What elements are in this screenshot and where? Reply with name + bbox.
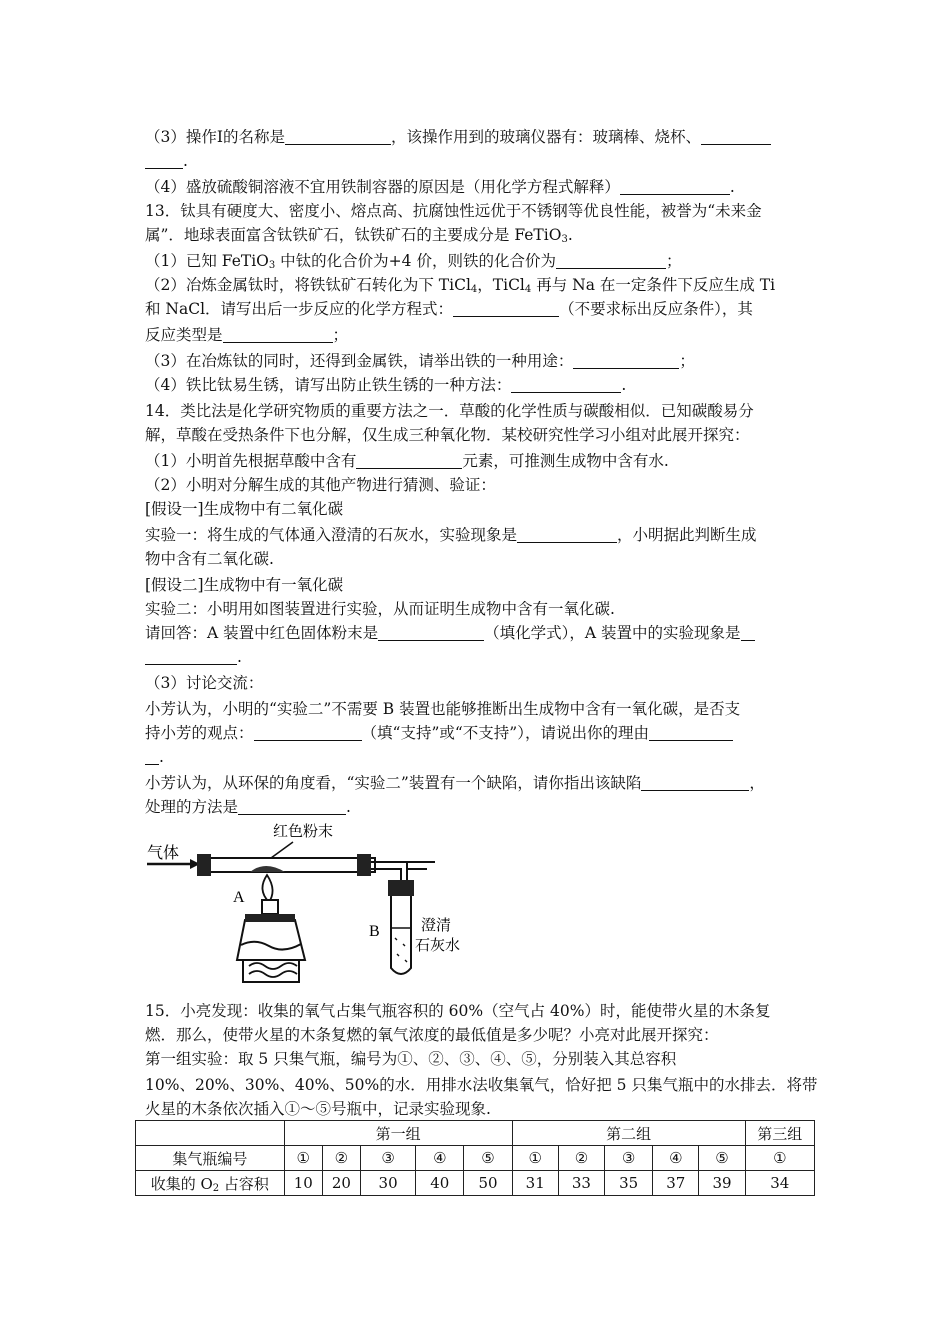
punct: ， (749, 774, 765, 792)
reaction-tube (197, 854, 397, 876)
q15-stem-line5: 火星的木条依次插入①～⑤号瓶中，记录实验现象. (145, 1100, 491, 1118)
subscript: 2 (212, 1182, 220, 1194)
q14-hypothesis2: [假设二]生成物中有一氧化碳 (145, 576, 344, 594)
answer-blank[interactable] (285, 128, 391, 145)
text: ，TiCl (477, 276, 525, 294)
text: 中钛的化合价为+4 价，则铁的化合价为 (275, 252, 556, 270)
group2-header: 第二组 (512, 1121, 745, 1146)
q14-stem-line1: 14．类比法是化学研究物质的重要方法之一．草酸的化学性质与碳酸相似．已知碳酸易分 (145, 402, 754, 420)
table-cell: ④ (416, 1146, 464, 1171)
punct: ； (665, 252, 682, 270)
text: 属”．地球表面富含钛铁矿石，钛铁矿石的主要成分是 FeTiO (145, 226, 562, 244)
q14-discussion-line2 (145, 722, 733, 744)
q13-part2-line1 (145, 274, 775, 301)
answer-blank[interactable] (145, 748, 159, 765)
apparatus-b-label: B (369, 923, 380, 940)
table-cell: ③ (605, 1146, 653, 1171)
apparatus-figure (145, 820, 465, 985)
q14-experiment2: 实验二：小明用如图装置进行实验，从而证明生成物中含有一氧化碳. (145, 600, 615, 618)
text: （4）铁比钛易生锈，请写出防止铁生锈的一种方法： (145, 376, 512, 394)
table-cell: 35 (605, 1171, 653, 1196)
text: 持小芳的观点： (145, 724, 254, 742)
table-cell: ② (558, 1146, 604, 1171)
table-cell: ① (512, 1146, 558, 1171)
answer-blank[interactable] (741, 624, 755, 641)
q12-part3 (145, 126, 771, 148)
q15-stem-line2: 燃．那么，使带火星的木条复燃的氧气浓度的最低值是多少呢？小亮对此展开探究： (145, 1026, 719, 1044)
q14-part1 (145, 450, 669, 472)
text: 实验一：将生成的气体通入澄清的石灰水，实验现象是 (145, 526, 518, 544)
punct: . (729, 178, 735, 196)
table-cell: 31 (512, 1171, 558, 1196)
q14-experiment1-cont: 物中含有二氧化碳. (145, 550, 274, 568)
table-cell: 33 (558, 1171, 604, 1196)
q13-stem-line2 (145, 224, 573, 251)
punct: . (237, 648, 242, 666)
q13-stem-line1: 13．钛具有硬度大、密度小、熔点高、抗腐蚀性远优于不锈钢等优良性能，被誉为“未来金 (145, 202, 762, 220)
table-cell: 10 (284, 1171, 322, 1196)
answer-blank[interactable] (701, 128, 771, 145)
q14-discussion-line3 (145, 772, 765, 794)
answer-blank[interactable] (238, 798, 346, 815)
table-cell: ① (284, 1146, 322, 1171)
q13-part2-line2 (145, 298, 753, 320)
q14-answer-prompt (145, 622, 755, 644)
table-cell: ① (745, 1146, 814, 1171)
subscript: 4 (524, 284, 532, 295)
table-row (136, 1171, 815, 1196)
answer-blank[interactable] (254, 724, 362, 741)
oxygen-data-table (135, 1120, 815, 1196)
table-cell: 34 (745, 1171, 814, 1196)
punct: . (621, 376, 627, 394)
q12-part4 (145, 176, 735, 198)
text: （1）小明首先根据草酸中含有 (145, 452, 357, 470)
text: 元素，可推测生成物中含有水. (462, 452, 669, 470)
text: 和 NaCl．请写出后一步反应的化学方程式： (145, 300, 454, 318)
answer-blank[interactable] (145, 152, 183, 169)
q14-part3: （3）讨论交流： (145, 674, 264, 692)
text: 再与 Na 在一定条件下反应生成 Ti (531, 276, 776, 294)
answer-blank[interactable] (511, 376, 621, 393)
q13-part1 (145, 250, 681, 277)
answer-blank[interactable] (620, 178, 730, 195)
q14-discussion-line2-cont (145, 746, 164, 768)
q14-hypothesis1: [假设一]生成物中有二氧化碳 (145, 500, 344, 518)
row-label-o2-volume (136, 1171, 285, 1196)
q12-p3-text: （3）操作Ⅰ的名称是 (145, 128, 285, 146)
alcohol-lamp (237, 875, 305, 982)
table-cell: 39 (699, 1171, 745, 1196)
text: 收集的 O (150, 1174, 213, 1193)
table-corner-cell (136, 1121, 285, 1146)
q13-part3 (145, 350, 695, 372)
q13-part4 (145, 374, 626, 396)
text: ，小明据此判断生成 (617, 526, 757, 544)
answer-blank[interactable] (556, 252, 666, 269)
answer-blank[interactable] (453, 300, 559, 317)
gas-label: 气体 (147, 843, 180, 862)
punct: . (346, 798, 351, 816)
table-cell: ② (322, 1146, 360, 1171)
row-label-bottle-id: 集气瓶编号 (136, 1146, 285, 1171)
table-cell: ⑤ (699, 1146, 745, 1171)
text: 反应类型是 (145, 326, 223, 344)
q12-p4-text: （4）盛放硫酸铜溶液不宜用铁制容器的原因是（用化学方程式解释） (145, 178, 620, 196)
text: （1）已知 FeTiO (145, 252, 269, 270)
text: 处理的方法是 (145, 798, 239, 816)
answer-blank[interactable] (573, 352, 679, 369)
punct: . (183, 152, 188, 170)
group3-header: 第三组 (745, 1121, 814, 1146)
answer-blank[interactable] (356, 452, 462, 469)
q15-stem-line1: 15．小亮发现：收集的氧气占集气瓶容积的 60%（空气占 40%）时，能使带火星的木条复 (145, 1002, 771, 1020)
q12-part3-cont (145, 150, 188, 172)
text: （填化学式），A 装置中的实验现象是 (484, 624, 741, 642)
text: 请回答：A 装置中红色固体粉末是 (145, 624, 379, 642)
q14-discussion-line4 (145, 796, 351, 818)
table-cell: ⑤ (464, 1146, 512, 1171)
text: （3）在冶炼钛的同时，还得到金属铁，请举出铁的一种用途： (145, 352, 574, 370)
punct: . (159, 748, 164, 766)
answer-blank[interactable] (517, 526, 617, 543)
group1-header: 第一组 (284, 1121, 512, 1146)
table-cell: 20 (322, 1171, 360, 1196)
q14-experiment1 (145, 524, 757, 546)
table-cell: 37 (653, 1171, 699, 1196)
table-row (136, 1146, 815, 1171)
text: 小芳认为，从环保的角度看，“实验二”装置有一个缺陷，请你指出该缺陷 (145, 774, 642, 792)
text: 占容积 (219, 1174, 269, 1193)
answer-blank[interactable] (145, 648, 237, 665)
punct: . (567, 226, 573, 244)
table-cell: 50 (464, 1171, 512, 1196)
q14-stem-line2: 解，草酸在受热条件下也分解，仅生成三种氧化物．某校研究性学习小组对此展开探究： (145, 426, 750, 444)
subscript: 3 (561, 234, 568, 245)
table-cell: 40 (416, 1171, 464, 1196)
q13-part2-line3 (145, 324, 348, 346)
test-tube (388, 880, 414, 974)
q14-answer-cont (145, 646, 242, 668)
text: （填“支持”或“不支持”），请说出你的理由 (361, 724, 649, 742)
red-powder-pointer (271, 842, 293, 858)
punct: ； (332, 326, 349, 344)
table-header-row (136, 1121, 815, 1146)
red-powder-label: 红色粉末 (273, 822, 334, 840)
q14-part2: （2）小明对分解生成的其他产物进行猜测、验证： (145, 476, 496, 494)
answer-blank[interactable] (223, 326, 333, 343)
q14-discussion-line1: 小芳认为，小明的“实验二”不需要 B 装置也能够推断出生成物中含有一氧化碳，是否支 (145, 700, 741, 718)
subscript: 3 (268, 260, 276, 271)
text: （不要求标出反应条件），其 (559, 300, 753, 318)
answer-blank[interactable] (378, 624, 484, 641)
apparatus-a-label: A (233, 889, 245, 906)
q15-stem-line4: 10%、20%、30%、40%、50%的水．用排水法收集氧气，恰好把 5 只集气瓶中的水排去．将带 (145, 1076, 818, 1094)
answer-blank[interactable] (649, 724, 733, 741)
q12-p3-text-b: ，该操作用到的玻璃仪器有：玻璃棒、烧杯、 (391, 128, 702, 146)
limewater-label-line2: 石灰水 (415, 936, 461, 954)
table-cell: ④ (653, 1146, 699, 1171)
answer-blank[interactable] (641, 774, 749, 791)
limewater-label-line1: 澄清 (421, 916, 452, 934)
q15-stem-line3: 第一组实验：取 5 只集气瓶，编号为①、②、③、④、⑤，分别装入其总容积 (145, 1050, 677, 1068)
punct: ； (679, 352, 695, 370)
table-cell: 30 (360, 1171, 415, 1196)
text: （2）冶炼金属钛时，将铁钛矿石转化为下 TiCl (145, 276, 471, 294)
subscript: 4 (470, 284, 478, 295)
table-cell: ③ (360, 1146, 415, 1171)
